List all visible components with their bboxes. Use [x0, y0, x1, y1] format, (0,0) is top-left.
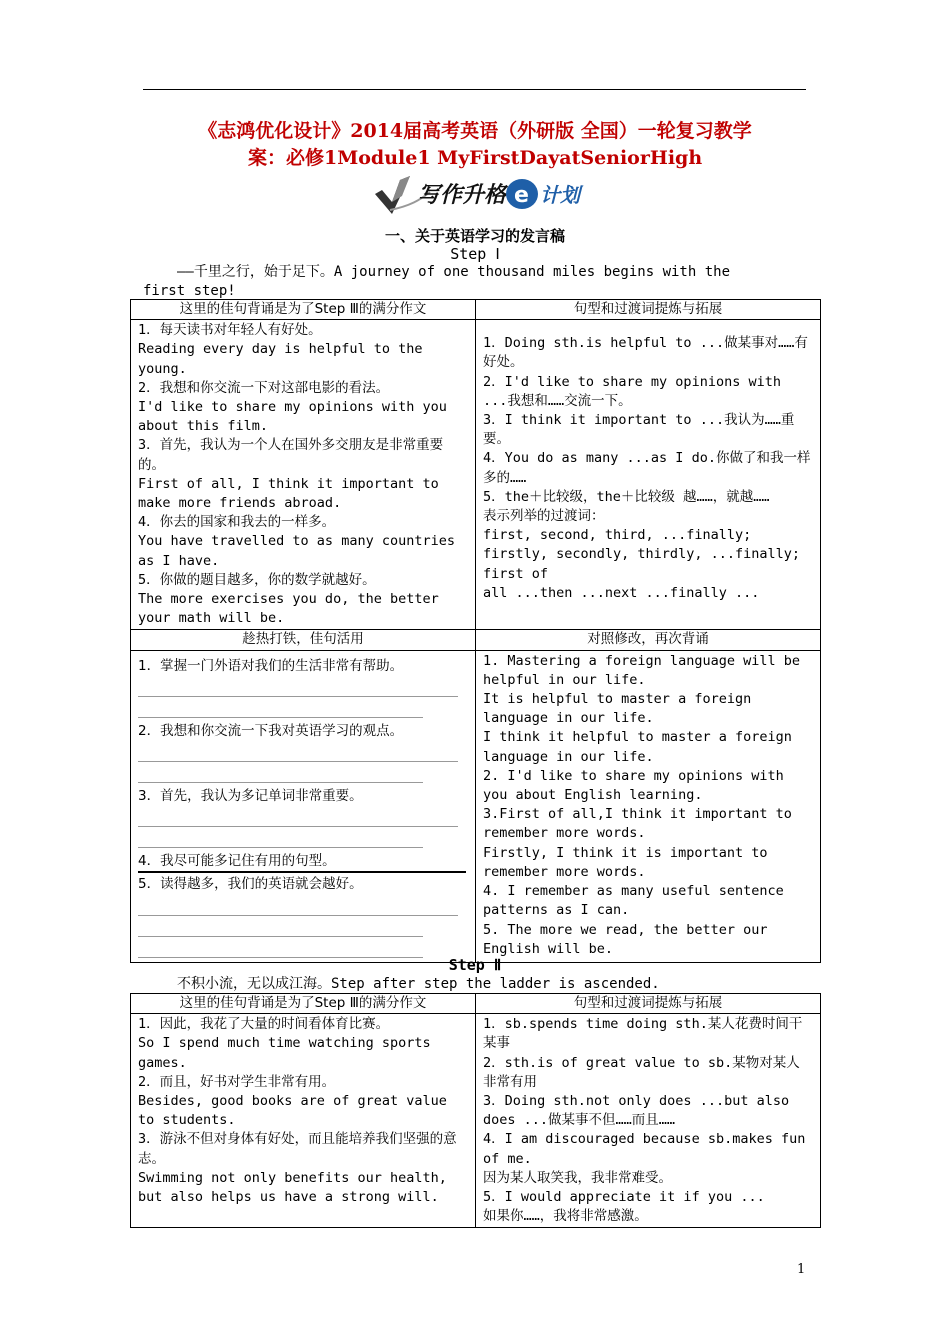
banner-text: 写作升格: [418, 183, 507, 208]
model-line: I'd like to share my opinions with you about this film.: [138, 399, 447, 435]
pattern-line: 3．I think it important to ...我认为……重要。: [483, 412, 795, 448]
answer-key-cell: [476, 650, 821, 962]
model-line: 3．首先，我认为一个人在国外多交朋友是非常重要的。: [138, 437, 444, 473]
svg-text:e: e: [514, 183, 529, 208]
step1-header-left: 这里的佳句背诵是为了Step Ⅲ的满分作文: [131, 300, 476, 320]
model-line: 1．每天读书对年轻人有好处。: [138, 322, 322, 339]
model-line: You have travelled to as many countries as I have.: [138, 533, 455, 569]
pattern-line: 表示列举的过渡词：: [483, 508, 605, 525]
answer-blank[interactable]: [138, 676, 458, 697]
step2-model-sentences: [131, 1014, 476, 1228]
answer-blank[interactable]: [138, 827, 423, 848]
step2-header-row: [131, 994, 821, 1014]
pattern-line: 3．Doing sth.not only does ...but also does ...做某事不但……而且……: [483, 1093, 790, 1129]
pattern-line: 5．the＋比较级，the＋比较级 越……，就越……: [483, 488, 770, 505]
step1-label: Step Ⅰ: [450, 245, 500, 263]
answer-blank[interactable]: [138, 895, 458, 916]
step1-header-right: 句型和过渡词提炼与拓展: [476, 300, 821, 320]
pattern-line: 4．You do as many ...as I do.你做了和我一样多的……: [483, 450, 811, 486]
step1-header-row: [131, 300, 821, 320]
model-line: 3．游泳不但对身体有好处，而且能培养我们坚强的意志。: [138, 1131, 457, 1167]
answer-line: Firstly, I think it is important to remember more words.: [483, 844, 768, 880]
answer-line: 4. I remember as many useful sentence patterns as I can.: [483, 883, 784, 919]
answer-line: 5. The more we read, the better our English will be.: [483, 921, 768, 957]
model-line: So I spend much time watching sports games.: [138, 1035, 431, 1071]
step1-motto-line1: ——千里之行，始于足下。A journey of one thousand miles begins with the: [177, 264, 731, 280]
step1-header2-row: [131, 630, 821, 650]
pattern-line: first of: [483, 565, 549, 582]
exercise-item: 4．我尽可能多记住有用的句型。: [138, 852, 466, 873]
pattern-line: 2．I'd like to share my opinions with ...我想和……交流一下。: [483, 373, 781, 409]
pattern-line: 因为某人取笑我，我非常难受。: [483, 1169, 672, 1186]
step1-header2-left: 趁热打铁，佳句活用: [131, 630, 476, 650]
answer-blank[interactable]: [138, 916, 423, 937]
exercise-cell: [131, 650, 476, 962]
model-line: Swimming not only benefits our health, but also helps us have a strong will.: [138, 1169, 447, 1206]
step1-header2-right: 对照修改，再次背诵: [476, 630, 821, 650]
answer-line: 3.First of all,I think it important to remember more words.: [483, 806, 792, 842]
pattern-line: first, second, third, ...finally;: [483, 527, 752, 544]
pattern-line: firstly, secondly, thirdly, ...finally;: [483, 546, 800, 563]
exercise-item: 2．我想和你交流一下我对英语学习的观点。: [138, 722, 404, 739]
svg-text:计划: 计划: [540, 183, 580, 207]
step1-patterns: [476, 320, 821, 630]
pattern-line: 4．I am discouraged because sb.makes fun of me.: [483, 1131, 806, 1167]
model-line: First of all, I think it important to make more friends abroad.: [138, 475, 439, 512]
model-line: 2．而且，好书对学生非常有用。: [138, 1073, 336, 1090]
model-line: 1．因此，我花了大量的时间看体育比赛。: [138, 1016, 390, 1033]
model-line: Besides, good books are of great value to students.: [138, 1093, 447, 1129]
exercise-item: 5．读得越多，我们的英语就会越好。: [138, 876, 363, 893]
model-line: 2．我想和你交流一下对这部电影的看法。: [138, 379, 390, 396]
model-line: 4．你去的国家和我去的一样多。: [138, 514, 336, 531]
answer-blank[interactable]: [138, 806, 458, 827]
answer-line: 2. I'd like to share my opinions with you about English learning.: [483, 767, 784, 804]
writing-plan-banner: [370, 166, 620, 222]
step2-patterns: [476, 1014, 821, 1228]
step2-header-left: 这里的佳句背诵是为了Step Ⅲ的满分作文: [131, 994, 476, 1014]
exercise-item: 1．掌握一门外语对我们的生活非常有帮助。: [138, 657, 404, 674]
section1-heading: 一、关于英语学习的发言稿: [384, 227, 565, 245]
page-number: 1: [797, 1262, 806, 1277]
answer-blank[interactable]: [138, 937, 423, 958]
step2-motto: 不积小流，无以成江海。Step after step the ladder is ascended.: [177, 976, 660, 992]
step2-header-right: 句型和过渡词提炼与拓展: [476, 994, 821, 1014]
step2-label: Step Ⅱ: [448, 956, 502, 974]
step2-content-row: [131, 1014, 821, 1228]
model-line: 5．你做的题目越多，你的数学就越好。: [138, 571, 376, 588]
model-line: Reading every day is helpful to the young.: [138, 341, 423, 377]
doc-title-line2: 案：必修1Module1 MyFirstDayatSeniorHigh: [248, 147, 703, 169]
step1-table: [130, 299, 821, 963]
pattern-line: 如果你……，我将非常感激。: [483, 1208, 648, 1225]
answer-blank[interactable]: [138, 741, 458, 762]
pattern-line: 5．I would appreciate it if you ...: [483, 1189, 765, 1206]
answer-blank[interactable]: [138, 697, 423, 718]
answer-line: I think it helpful to master a foreign language in our life.: [483, 729, 792, 765]
answer-line: It is helpful to master a foreign language in our life.: [483, 691, 752, 727]
step1-motto-line2: first step!: [143, 283, 236, 299]
step2-table: [130, 993, 821, 1228]
step1-content-row: [131, 320, 821, 630]
step1-model-sentences: [131, 320, 476, 630]
pattern-line: 1．sb.spends time doing sth.某人花费时间干某事: [483, 1016, 803, 1052]
doc-title-line1: 《志鸿优化设计》2014届高考英语（外研版 全国）一轮复习教学: [198, 120, 752, 142]
header-rule: [143, 89, 806, 90]
answer-line: 1. Mastering a foreign language will be helpful in our life.: [483, 652, 800, 688]
pattern-line: all ...then ...next ...finally ...: [483, 584, 760, 601]
exercise-item: 3．首先，我认为多记单词非常重要。: [138, 788, 363, 805]
pattern-line: 1．Doing sth.is helpful to ...做某事对……有好处。: [483, 335, 808, 371]
answer-blank[interactable]: [138, 762, 423, 783]
step1-exercise-row: [131, 650, 821, 962]
pattern-line: 2．sth.is of great value to sb.某物对某人非常有用: [483, 1054, 800, 1090]
model-line: The more exercises you do, the better your math will be.: [138, 591, 439, 627]
